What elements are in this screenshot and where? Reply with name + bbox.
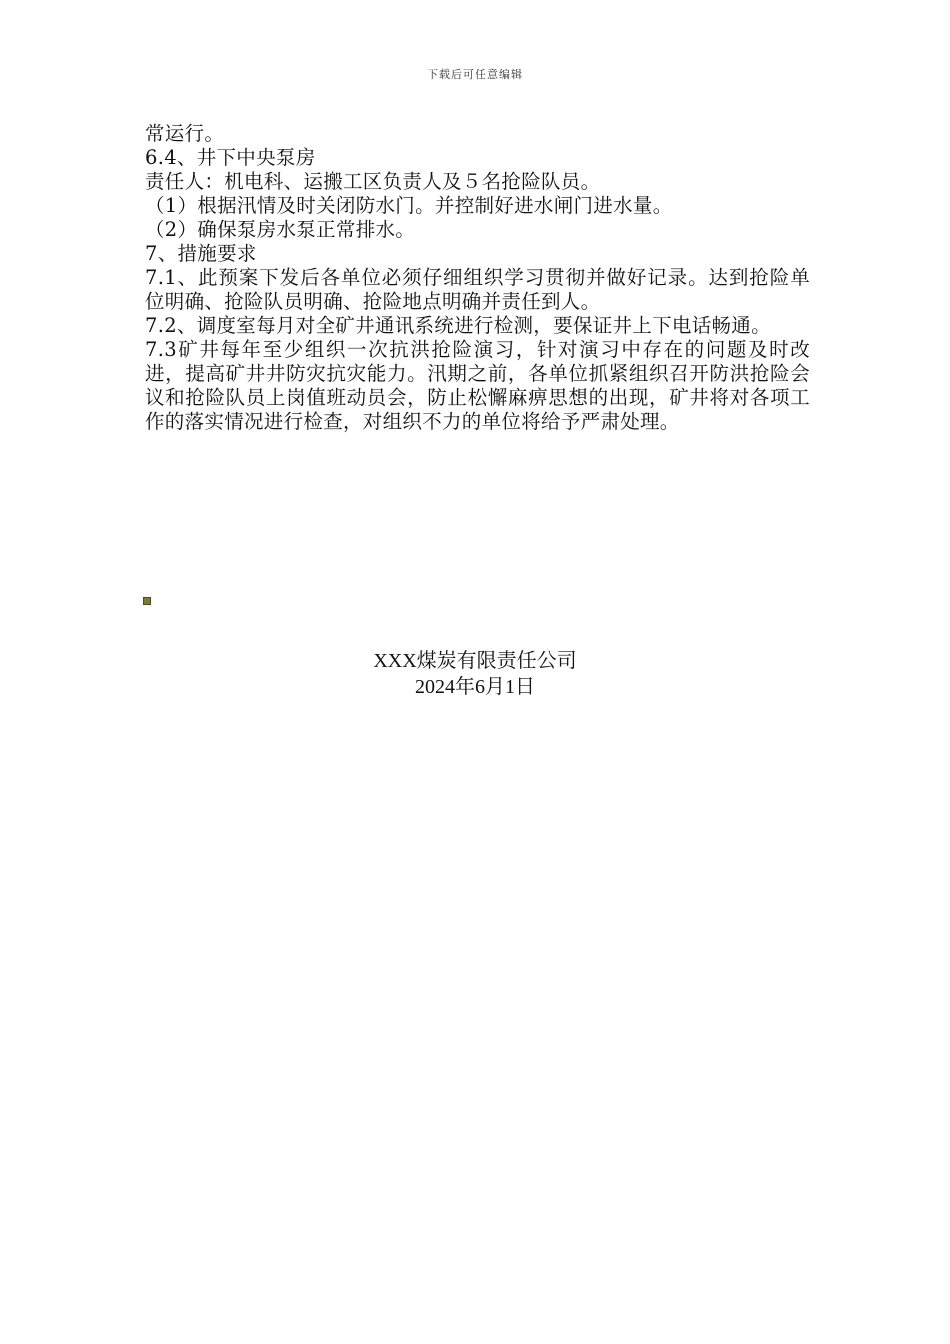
company-name: XXX煤炭有限责任公司	[373, 650, 577, 672]
paragraph-7-3: 7.3矿井每年至少组织一次抗洪抢险演习，针对演习中存在的问题及时改进，提高矿井井防灾抗灾能力。汛期之前，各单位抓紧组织召开防洪抢险会议和抢险队员上岗值班动员会，防止松懈麻痹思想的出现，矿井将对各项工作的落实情况进行检查，对组织不力的单位将给予严肃处理。	[145, 338, 810, 433]
signature-date: 2024年6月1日	[415, 676, 535, 698]
paragraph-line: 常运行。	[145, 122, 225, 145]
list-item-2: （2）确保泵房水泵正常排水。	[145, 218, 416, 241]
paragraph-7-1: 7.1、此预案下发后各单位必须仔细组织学习贯彻并做好记录。达到抢险单位明确、抢险队员明确、抢险地点明确并责任到人。	[145, 266, 810, 313]
list-item-1: （1）根据汛情及时关闭防水门。并控制好进水闸门进水量。	[145, 194, 673, 217]
section-heading-6-4: 6.4、井下中央泵房	[145, 146, 316, 169]
paragraph-7-2: 7.2、调度室每月对全矿井通讯系统进行检测，要保证井上下电话畅通。	[145, 314, 771, 337]
paragraph-responsible: 责任人：机电科、运搬工区负责人及５名抢险队员。	[145, 170, 601, 193]
page-header-note: 下载后可任意编辑	[427, 68, 523, 81]
document-body	[145, 122, 810, 434]
embedded-image-placeholder-icon	[143, 597, 151, 605]
signature-block	[0, 648, 950, 700]
section-heading-7: 7、措施要求	[145, 242, 257, 265]
